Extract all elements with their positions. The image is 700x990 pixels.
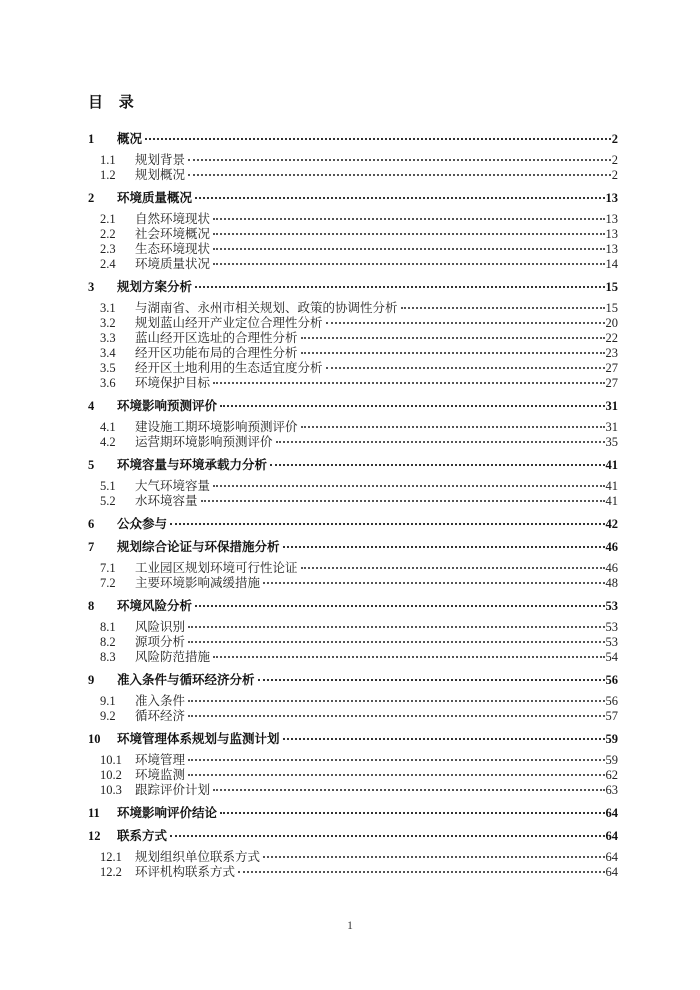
- toc-row: [88, 361, 618, 376]
- toc-row: [88, 420, 618, 435]
- toc-row: [88, 301, 618, 316]
- toc-leader-dots: [188, 774, 604, 776]
- toc-entry-number: 8.2: [100, 635, 116, 649]
- toc-row: [88, 694, 618, 709]
- toc-entry-label: 规划背景: [135, 153, 186, 167]
- toc-leader-dots: [213, 248, 604, 250]
- toc-leader-dots: [213, 382, 604, 384]
- toc-entry-number: 3.1: [100, 301, 116, 315]
- toc-entry-page: 53: [605, 635, 618, 649]
- toc-row: [88, 732, 618, 747]
- toc-leader-dots: [213, 656, 604, 658]
- toc-entry-label: 运营期环境影响预测评价: [135, 435, 273, 449]
- toc-row: [88, 829, 618, 844]
- toc-entry-number: 12.2: [100, 865, 122, 879]
- toc-entry-page: 31: [605, 420, 618, 434]
- toc-entry-number: 2.1: [100, 212, 116, 226]
- toc-entry-page: 13: [605, 212, 618, 226]
- toc-entry-label: 规划综合论证与环保措施分析: [117, 540, 280, 554]
- toc-leader-dots: [201, 500, 605, 502]
- toc-entry-label: 联系方式: [117, 829, 168, 843]
- toc-entry-label: 环境质量状况: [135, 257, 211, 271]
- toc-entry-number: 6: [88, 517, 95, 531]
- toc-entry-page: 14: [605, 257, 618, 271]
- toc-entry-number: 8.3: [100, 650, 116, 664]
- toc-leader-dots: [401, 307, 605, 309]
- toc-leader-dots: [301, 337, 605, 339]
- toc-entry-number: 4.1: [100, 420, 116, 434]
- toc-entry-number: 1.1: [100, 153, 116, 167]
- toc-row: [88, 168, 618, 183]
- toc-row: [88, 806, 618, 821]
- toc-entry-page: 15: [605, 301, 618, 315]
- toc-leader-dots: [195, 197, 604, 199]
- toc-entry-number: 3.2: [100, 316, 116, 330]
- toc-leader-dots: [263, 856, 604, 858]
- toc-entry-page: 59: [605, 753, 618, 767]
- toc-row: [88, 227, 618, 242]
- toc-row: [88, 768, 618, 783]
- toc-row: [88, 599, 618, 614]
- toc-entry-page: 41: [605, 479, 618, 493]
- toc-entry-page: 27: [605, 361, 618, 375]
- toc-entry-label: 大气环境容量: [135, 479, 211, 493]
- toc-entry-number: 12.1: [100, 850, 122, 864]
- toc-row: [88, 458, 618, 473]
- toc-row: [88, 673, 618, 688]
- toc-entry-page: 2: [611, 168, 618, 182]
- toc-row: [88, 153, 618, 168]
- toc-leader-dots: [188, 626, 604, 628]
- toc-leader-dots: [188, 174, 611, 176]
- toc-row: [88, 753, 618, 768]
- toc-entry-number: 1: [88, 132, 95, 146]
- toc-entry-page: 53: [605, 599, 618, 613]
- toc-row: [88, 865, 618, 880]
- toc-entry-page: 23: [605, 346, 618, 360]
- toc-entry-label: 环境保护目标: [135, 376, 211, 390]
- toc-content: [88, 94, 618, 880]
- toc-leader-dots: [301, 567, 605, 569]
- toc-entry-label: 社会环境概况: [135, 227, 211, 241]
- toc-entry-number: 10: [88, 732, 101, 746]
- toc-entry-page: 13: [605, 242, 618, 256]
- toc-entry-number: 9: [88, 673, 95, 687]
- toc-entry-number: 2.2: [100, 227, 116, 241]
- toc-entry-page: 62: [605, 768, 618, 782]
- toc-entry-number: 5.1: [100, 479, 116, 493]
- toc-row: [88, 635, 618, 650]
- toc-entry-page: 31: [605, 399, 618, 413]
- toc-row: [88, 132, 618, 147]
- toc-entry-number: 10.1: [100, 753, 122, 767]
- toc-row: [88, 783, 618, 798]
- toc-entry-number: 3.4: [100, 346, 116, 360]
- toc-entry-label: 主要环境影响减缓措施: [135, 576, 261, 590]
- toc-entry-label: 准入条件与循环经济分析: [117, 673, 255, 687]
- toc-entry-label: 环境影响评价结论: [117, 806, 218, 820]
- toc-list: [88, 132, 618, 880]
- toc-row: [88, 212, 618, 227]
- toc-leader-dots: [301, 426, 605, 428]
- toc-entry-label: 风险防范措施: [135, 650, 211, 664]
- toc-leader-dots: [170, 523, 604, 525]
- toc-entry-label: 环境风险分析: [117, 599, 193, 613]
- toc-entry-number: 9.2: [100, 709, 116, 723]
- toc-entry-label: 生态环境现状: [135, 242, 211, 256]
- toc-entry-page: 13: [605, 191, 618, 205]
- toc-leader-dots: [283, 546, 605, 548]
- toc-entry-page: 27: [605, 376, 618, 390]
- toc-entry-label: 准入条件: [135, 694, 186, 708]
- toc-leader-dots: [188, 759, 604, 761]
- toc-row: [88, 316, 618, 331]
- toc-leader-dots: [188, 159, 611, 161]
- toc-entry-number: 7: [88, 540, 95, 554]
- toc-row: [88, 540, 618, 555]
- toc-leader-dots: [276, 441, 605, 443]
- toc-entry-label: 规划蓝山经开产业定位合理性分析: [135, 316, 323, 330]
- toc-entry-page: 41: [605, 458, 618, 472]
- toc-entry-label: 规划组织单位联系方式: [135, 850, 261, 864]
- toc-entry-page: 41: [605, 494, 618, 508]
- toc-entry-number: 1.2: [100, 168, 116, 182]
- toc-entry-label: 风险识别: [135, 620, 186, 634]
- toc-leader-dots: [213, 789, 604, 791]
- toc-entry-label: 蓝山经开区选址的合理性分析: [135, 331, 298, 345]
- toc-row: [88, 576, 618, 591]
- toc-entry-page: 35: [605, 435, 618, 449]
- toc-entry-number: 10.3: [100, 783, 122, 797]
- toc-row: [88, 242, 618, 257]
- toc-row: [88, 850, 618, 865]
- toc-entry-label: 与湖南省、永州市相关规划、政策的协调性分析: [135, 301, 398, 315]
- toc-leader-dots: [220, 405, 604, 407]
- toc-entry-label: 环境容量与环境承载力分析: [117, 458, 268, 472]
- toc-entry-page: 42: [605, 517, 618, 531]
- toc-entry-page: 56: [605, 673, 618, 687]
- toc-entry-number: 3.3: [100, 331, 116, 345]
- toc-leader-dots: [258, 679, 605, 681]
- toc-leader-dots: [170, 835, 604, 837]
- toc-row: [88, 280, 618, 295]
- toc-entry-page: 2: [611, 153, 618, 167]
- toc-entry-label: 规划方案分析: [117, 280, 193, 294]
- toc-entry-label: 水环境容量: [135, 494, 198, 508]
- toc-entry-label: 建设施工期环境影响预测评价: [135, 420, 298, 434]
- toc-entry-number: 7.2: [100, 576, 116, 590]
- toc-entry-label: 环境影响预测评价: [117, 399, 218, 413]
- toc-entry-number: 10.2: [100, 768, 122, 782]
- toc-leader-dots: [238, 871, 604, 873]
- toc-row: [88, 346, 618, 361]
- toc-entry-page: 64: [605, 829, 618, 843]
- toc-leader-dots: [213, 233, 604, 235]
- toc-entry-label: 公众参与: [117, 517, 168, 531]
- toc-entry-label: 环境质量概况: [117, 191, 193, 205]
- toc-row: [88, 435, 618, 450]
- toc-leader-dots: [270, 464, 604, 466]
- toc-entry-number: 5: [88, 458, 95, 472]
- toc-row: [88, 376, 618, 391]
- toc-entry-number: 5.2: [100, 494, 116, 508]
- toc-leader-dots: [283, 738, 605, 740]
- toc-entry-label: 环境管理体系规划与监测计划: [117, 732, 280, 746]
- toc-entry-page: 13: [605, 227, 618, 241]
- toc-entry-label: 规划概况: [135, 168, 186, 182]
- toc-row: [88, 191, 618, 206]
- toc-entry-number: 8: [88, 599, 95, 613]
- toc-leader-dots: [188, 715, 604, 717]
- toc-row: [88, 620, 618, 635]
- toc-row: [88, 331, 618, 346]
- toc-row: [88, 650, 618, 665]
- toc-entry-number: 2.3: [100, 242, 116, 256]
- toc-leader-dots: [301, 352, 605, 354]
- toc-entry-label: 循环经济: [135, 709, 186, 723]
- toc-row: [88, 709, 618, 724]
- toc-row: [88, 479, 618, 494]
- toc-entry-label: 环境管理: [135, 753, 186, 767]
- toc-entry-number: 3: [88, 280, 95, 294]
- toc-entry-number: 11: [88, 806, 100, 820]
- toc-entry-number: 4.2: [100, 435, 116, 449]
- toc-row: [88, 399, 618, 414]
- toc-leader-dots: [263, 582, 604, 584]
- toc-entry-page: 64: [605, 865, 618, 879]
- toc-entry-number: 9.1: [100, 694, 116, 708]
- toc-entry-page: 20: [605, 316, 618, 330]
- toc-entry-number: 2: [88, 191, 95, 205]
- toc-entry-page: 59: [605, 732, 618, 746]
- toc-entry-label: 环境监测: [135, 768, 186, 782]
- toc-leader-dots: [145, 138, 611, 140]
- toc-entry-page: 64: [605, 806, 618, 820]
- toc-entry-page: 48: [605, 576, 618, 590]
- toc-entry-page: 56: [605, 694, 618, 708]
- toc-entry-label: 概况: [117, 132, 143, 146]
- toc-leader-dots: [326, 322, 605, 324]
- toc-leader-dots: [195, 286, 604, 288]
- toc-entry-page: 46: [605, 540, 618, 554]
- toc-entry-label: 经开区功能布局的合理性分析: [135, 346, 298, 360]
- toc-entry-number: 7.1: [100, 561, 116, 575]
- toc-entry-label: 工业园区规划环境可行性论证: [135, 561, 298, 575]
- toc-row: [88, 257, 618, 272]
- toc-leader-dots: [220, 812, 604, 814]
- toc-row: [88, 494, 618, 509]
- toc-entry-page: 53: [605, 620, 618, 634]
- toc-leader-dots: [213, 263, 604, 265]
- toc-entry-page: 54: [605, 650, 618, 664]
- toc-entry-page: 63: [605, 783, 618, 797]
- toc-entry-page: 46: [605, 561, 618, 575]
- toc-entry-page: 22: [605, 331, 618, 345]
- toc-leader-dots: [213, 485, 604, 487]
- toc-leader-dots: [326, 367, 605, 369]
- toc-leader-dots: [188, 700, 604, 702]
- toc-entry-page: 15: [605, 280, 618, 294]
- toc-entry-label: 环评机构联系方式: [135, 865, 236, 879]
- toc-entry-number: 12: [88, 829, 101, 843]
- toc-leader-dots: [188, 641, 604, 643]
- toc-row: [88, 517, 618, 532]
- toc-entry-number: 8.1: [100, 620, 116, 634]
- toc-entry-number: 3.5: [100, 361, 116, 375]
- toc-entry-page: 2: [611, 132, 618, 146]
- footer-page-number: 1: [347, 920, 353, 932]
- toc-entry-page: 64: [605, 850, 618, 864]
- toc-entry-label: 跟踪评价计划: [135, 783, 211, 797]
- toc-entry-number: 4: [88, 399, 95, 413]
- toc-entry-page: 57: [605, 709, 618, 723]
- toc-leader-dots: [195, 605, 604, 607]
- toc-entry-number: 2.4: [100, 257, 116, 271]
- toc-title: 目 录: [88, 95, 140, 111]
- toc-entry-number: 3.6: [100, 376, 116, 390]
- toc-entry-label: 自然环境现状: [135, 212, 211, 226]
- toc-entry-label: 源项分析: [135, 635, 186, 649]
- toc-leader-dots: [213, 218, 604, 220]
- toc-entry-label: 经开区土地利用的生态适宜度分析: [135, 361, 323, 375]
- toc-row: [88, 561, 618, 576]
